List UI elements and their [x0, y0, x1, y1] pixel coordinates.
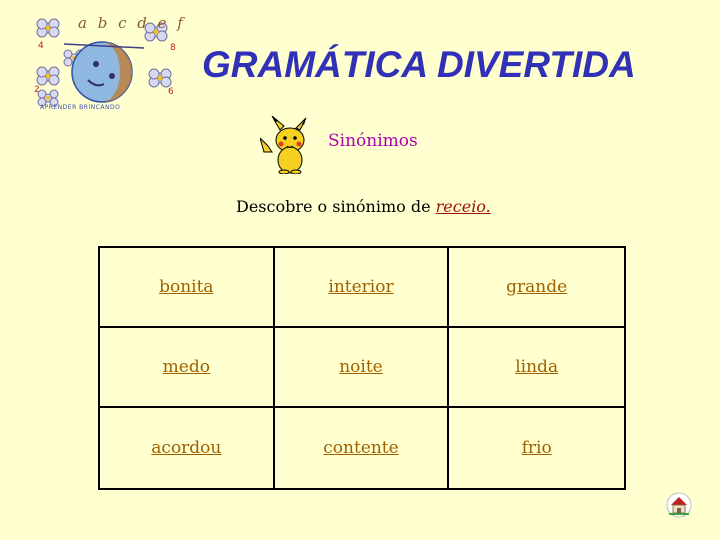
word-option[interactable]: linda — [449, 328, 624, 408]
logo-number-8: 8 — [170, 43, 176, 53]
logo-caption: APRENDER BRINCANDO — [40, 104, 121, 111]
page-title: GRAMÁTICA DIVERTIDA — [202, 44, 636, 85]
word-grid — [98, 246, 626, 490]
word-option[interactable]: contente — [275, 408, 450, 488]
instruction — [236, 197, 491, 216]
lesson-subtitle: Sinónimos — [328, 131, 418, 151]
target-word: receio. — [435, 197, 491, 216]
house-icon — [666, 492, 692, 518]
word-option[interactable]: bonita — [100, 248, 275, 328]
logo-number-2: 2 — [34, 85, 40, 95]
word-option[interactable]: medo — [100, 328, 275, 408]
word-option[interactable]: acordou — [100, 408, 275, 488]
word-option[interactable]: noite — [275, 328, 450, 408]
logo-number-4: 4 — [38, 41, 44, 51]
logo-letters: a b c d e f — [78, 14, 186, 32]
word-option[interactable]: frio — [521, 438, 552, 458]
home-button[interactable] — [666, 492, 692, 518]
instruction-text: Descobre o sinónimo de — [236, 197, 436, 216]
pikachu-icon — [260, 116, 318, 174]
word-option[interactable]: grande — [449, 248, 624, 328]
logo-number-6: 6 — [168, 87, 174, 97]
word-option[interactable]: interior — [275, 248, 450, 328]
